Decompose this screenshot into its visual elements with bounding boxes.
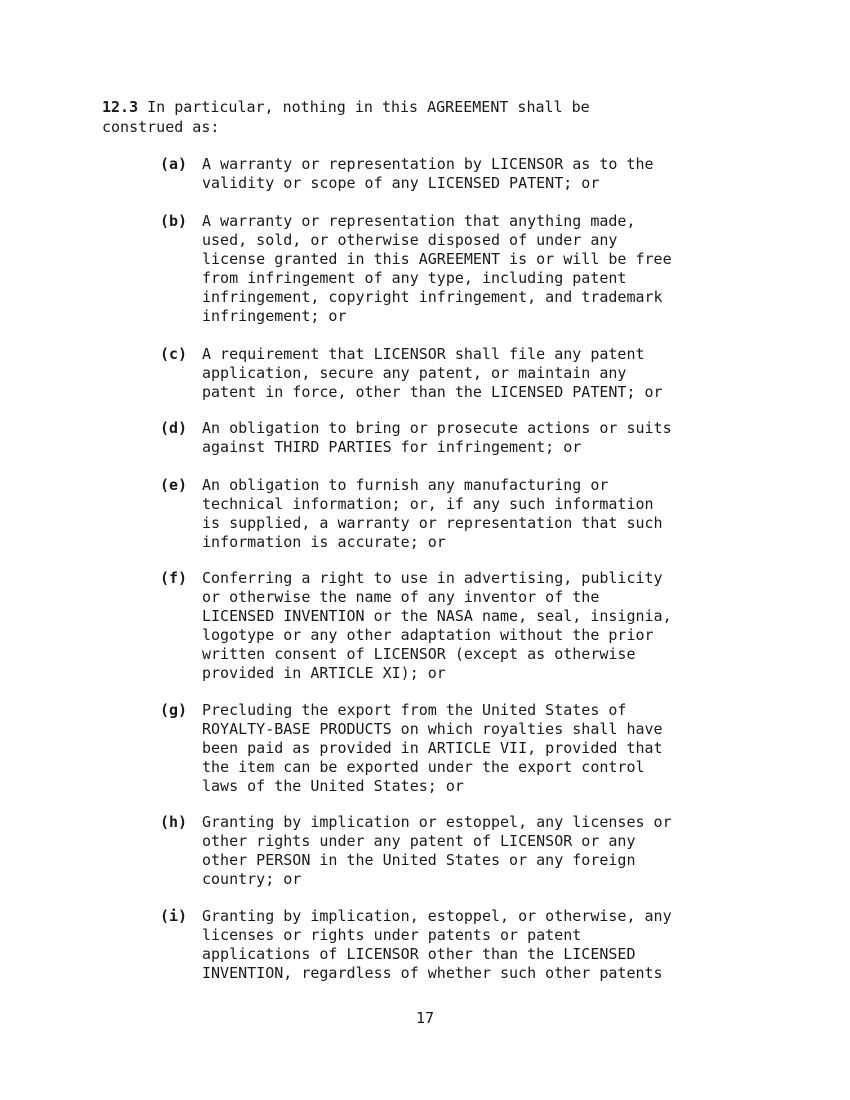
- clause-line: A warranty or representation by LICENSOR as to the: [202, 155, 654, 173]
- clause-line: Precluding the export from the United States of: [202, 701, 627, 719]
- clause-line: been paid as provided in ARTICLE VII, provided that: [202, 739, 663, 757]
- clause-label: (i): [160, 907, 188, 925]
- clause-label: (a): [160, 155, 188, 173]
- clause-line: An obligation to furnish any manufacturing or: [202, 476, 609, 494]
- clause-line: provided in ARTICLE XI); or: [202, 664, 446, 682]
- clause-label: (g): [160, 701, 188, 719]
- clause-line: technical information; or, if any such information: [202, 495, 654, 513]
- clause-text: [202, 907, 732, 983]
- clause-line: applications of LICENSOR other than the LICENSED: [202, 945, 636, 963]
- clause-line: ROYALTY-BASE PRODUCTS on which royalties shall have: [202, 720, 663, 738]
- clause-line: the item can be exported under the export control: [202, 758, 645, 776]
- clause-line: country; or: [202, 870, 302, 888]
- clause-line: Conferring a right to use in advertising, publicity: [202, 569, 663, 587]
- clause-line: is supplied, a warranty or representation that such: [202, 514, 663, 532]
- clause-text: [202, 701, 732, 796]
- clause-line: A requirement that LICENSOR shall file any patent: [202, 345, 645, 363]
- clause-line: infringement, copyright infringement, and trademark: [202, 288, 663, 306]
- clause-line: licenses or rights under patents or patent: [202, 926, 582, 944]
- page-number: 17: [415, 1009, 435, 1027]
- clause-line: against THIRD PARTIES for infringement; or: [202, 438, 582, 456]
- clause-label: (f): [160, 569, 188, 587]
- section-heading: [102, 97, 662, 137]
- clause-text: [202, 569, 732, 683]
- clause-line: application, secure any patent, or maintain any: [202, 364, 627, 382]
- clause-line: logotype or any other adaptation without the prior: [202, 626, 654, 644]
- clause-label: (e): [160, 476, 188, 494]
- clause-text: [202, 419, 732, 457]
- clause-line: written consent of LICENSOR (except as otherwise: [202, 645, 636, 663]
- clause-line: LICENSED INVENTION or the NASA name, seal, insignia,: [202, 607, 672, 625]
- clause-line: used, sold, or otherwise disposed of under any: [202, 231, 618, 249]
- clause-line: A warranty or representation that anything made,: [202, 212, 636, 230]
- clause-text: [202, 813, 732, 889]
- clause-label: (d): [160, 419, 188, 437]
- clause-line: patent in force, other than the LICENSED PATENT; or: [202, 383, 663, 401]
- clause-text: [202, 345, 732, 402]
- clause-line: laws of the United States; or: [202, 777, 464, 795]
- clause-line: other PERSON in the United States or any foreign: [202, 851, 636, 869]
- clause-line: Granting by implication, estoppel, or otherwise, any: [202, 907, 672, 925]
- clause-text: [202, 155, 732, 193]
- clause-line: Granting by implication or estoppel, any licenses or: [202, 813, 672, 831]
- section-number: 12.3: [102, 98, 139, 116]
- clause-label: (c): [160, 345, 188, 363]
- clause-label: (h): [160, 813, 188, 831]
- clause-line: information is accurate; or: [202, 533, 446, 551]
- clause-text: [202, 212, 732, 326]
- clause-line: INVENTION, regardless of whether such other patents: [202, 964, 663, 982]
- clause-label: (b): [160, 212, 188, 230]
- clause-line: or otherwise the name of any inventor of the: [202, 588, 600, 606]
- clause-line: An obligation to bring or prosecute actions or suits: [202, 419, 672, 437]
- clause-line: validity or scope of any LICENSED PATENT; or: [202, 174, 600, 192]
- section-intro-line1: In particular, nothing in this AGREEMENT shall be: [138, 98, 590, 116]
- clause-line: other rights under any patent of LICENSOR or any: [202, 832, 636, 850]
- clause-line: from infringement of any type, including patent: [202, 269, 627, 287]
- clause-line: license granted in this AGREEMENT is or will be free: [202, 250, 672, 268]
- section-intro-line2: construed as:: [102, 118, 220, 136]
- clause-text: [202, 476, 732, 552]
- clause-line: infringement; or: [202, 307, 347, 325]
